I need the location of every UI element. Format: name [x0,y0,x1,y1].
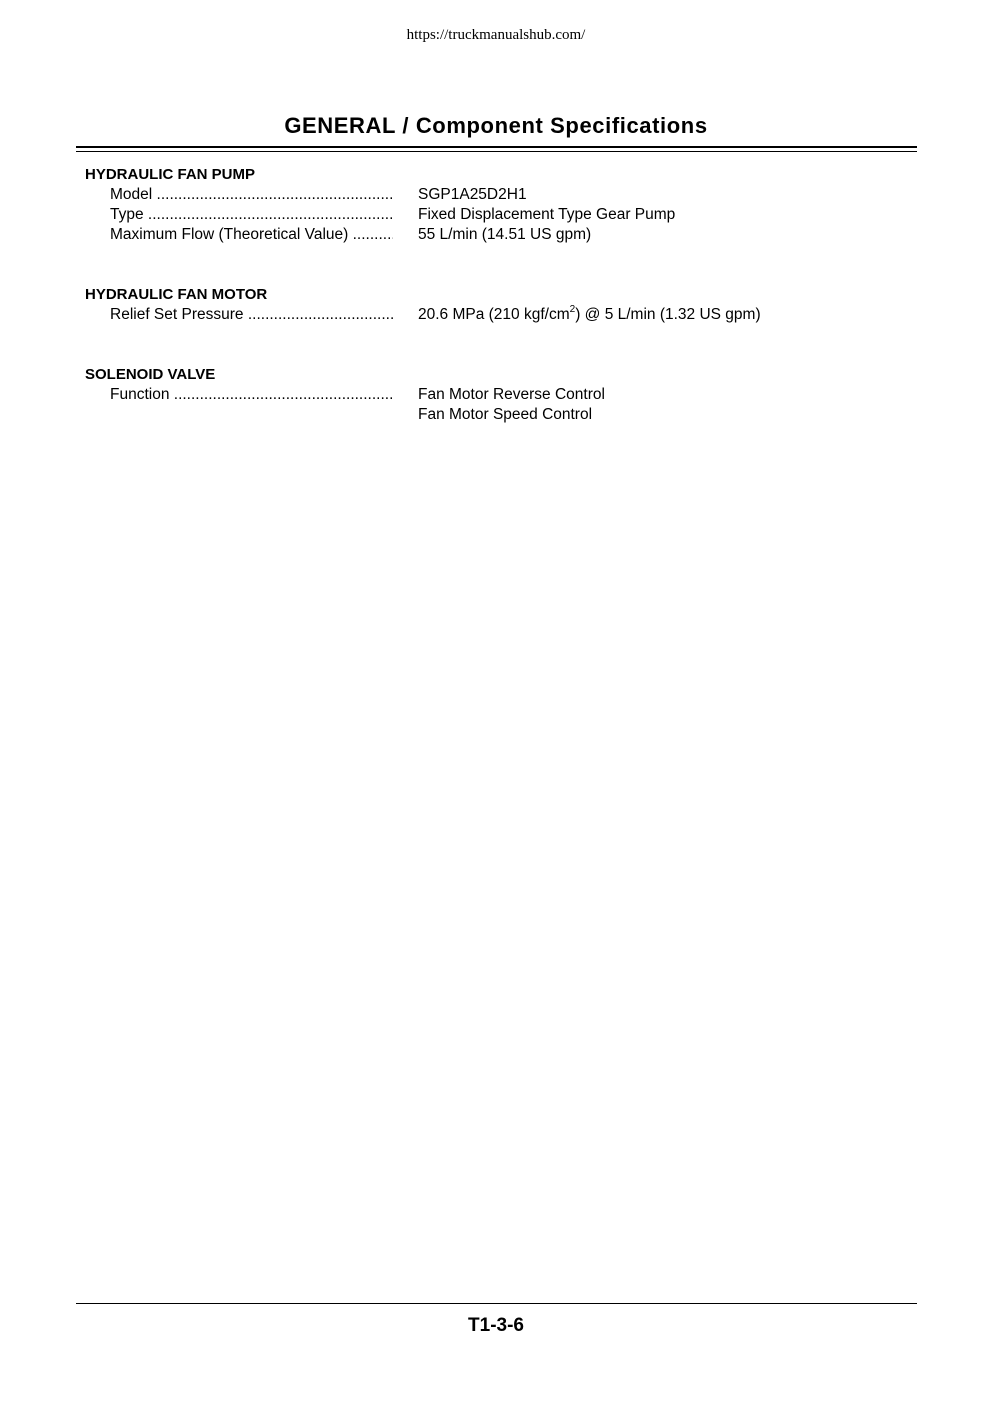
spec-label: Relief Set Pressure ..... [85,305,393,325]
spec-value: SGP1A25D2H1 [418,186,527,203]
spec-value: 55 L/min (14.51 US gpm) [418,226,592,243]
title-rule-thin [76,151,917,152]
section-title: HYDRAULIC FAN PUMP [85,166,256,183]
spec-row-type [85,205,675,225]
spec-value-part: 20.6 MPa (210 kgf/cm [418,306,570,323]
superscript: 2 [569,303,576,315]
page-number: T1-3-6 [468,1315,524,1336]
spec-label: Maximum Flow (Theoretical Value) ..... [85,225,393,245]
source-url[interactable]: https://truckmanualshub.com/ [406,27,586,43]
spec-label-empty [85,405,393,425]
spec-row-max-flow [85,225,675,245]
footer-rule [76,1303,917,1304]
spec-value: Fixed Displacement Type Gear Pump [418,206,676,223]
section-solenoid-valve [85,365,605,425]
page-title: GENERAL / Component Specifications [284,113,708,138]
spec-value [393,305,761,325]
spec-label: Model ..... [85,185,393,205]
spec-value: Fan Motor Reverse Control [418,386,605,403]
spec-label: Type ..... [85,205,393,225]
spec-row-function-cont [85,405,605,425]
spec-value: Fan Motor Speed Control [418,406,593,423]
spec-row-function [85,385,605,405]
spec-row-relief-pressure [85,305,761,325]
section-hydraulic-fan-motor [85,285,761,325]
spec-label: Function ..... [85,385,393,405]
section-title: HYDRAULIC FAN MOTOR [85,286,268,303]
section-hydraulic-fan-pump [85,165,675,245]
spec-value-part: ) @ 5 L/min (1.32 US gpm) [575,306,761,323]
spec-row-model [85,185,675,205]
section-title: SOLENOID VALVE [85,366,216,383]
title-rule-thick [76,146,917,148]
